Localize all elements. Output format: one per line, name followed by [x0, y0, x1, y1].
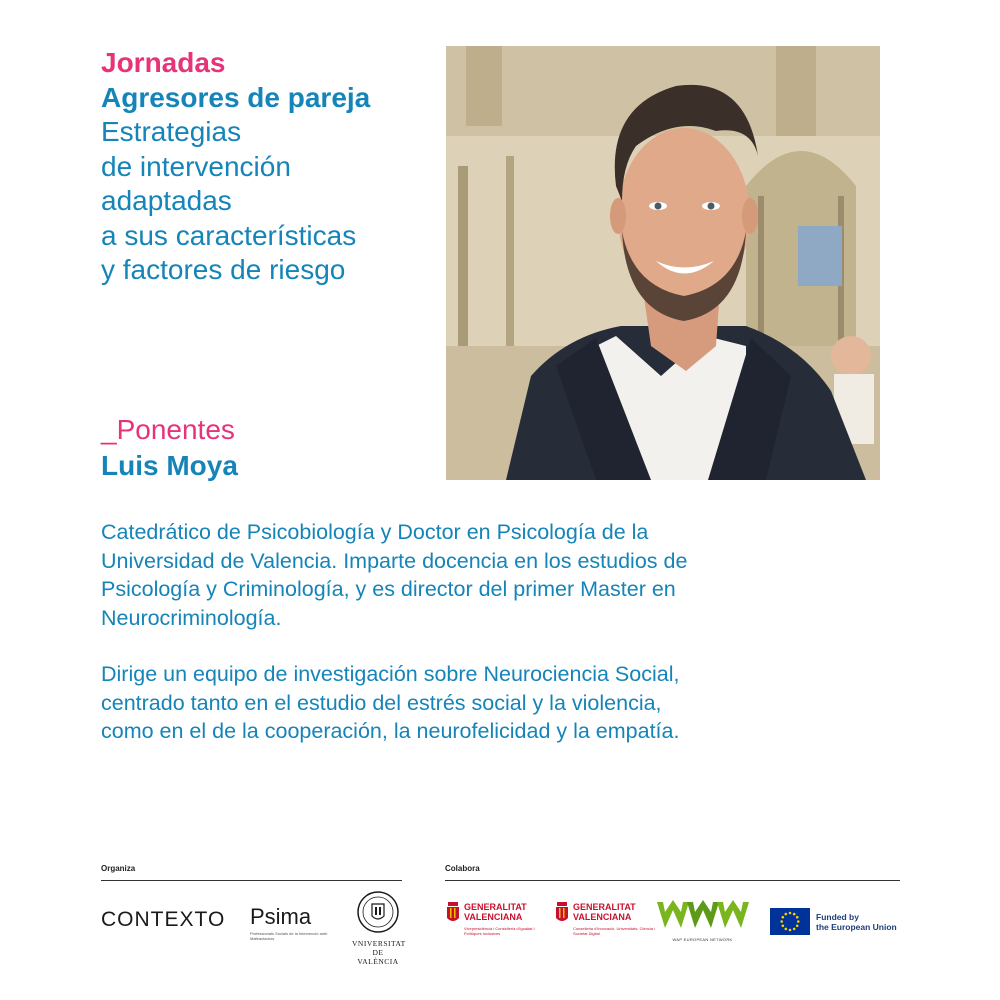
wap-logo: [655, 900, 750, 942]
uv-logo-line2: DE VALÈNCIA: [357, 948, 399, 966]
event-type-title: Jornadas: [101, 47, 226, 78]
event-subtitle-line: Estrategias: [101, 116, 242, 147]
speaker-bio: [101, 518, 871, 746]
speaker-photo: [446, 46, 880, 480]
psima-logo-text: Psima: [250, 904, 312, 929]
bio-line: centrado tanto en el estudio del estrés social y la violencia,: [101, 690, 662, 715]
eu-funded-line2: the European Union: [816, 921, 897, 932]
event-subtitle-line: adaptadas: [101, 185, 232, 216]
wap-logo-subtext: WAP EUROPEAN NETWORK: [672, 937, 733, 942]
gv1-department: Vicepresidència i Conselleria d'Igualtat i Polítiques Inclusives: [464, 926, 535, 936]
event-title-block: [101, 46, 431, 288]
generalitat-logo-innovacio: [555, 902, 655, 936]
bio-line: Neurocriminología.: [101, 605, 282, 630]
speakers-section: [101, 412, 238, 484]
generalitat-logo-igualtat: [446, 902, 546, 936]
bio-line: como en el de la cooperación, la neurofelicidad y la empatía.: [101, 719, 680, 743]
gv2-name-line1: GENERALITAT: [573, 902, 636, 912]
speakers-heading: _Ponentes: [101, 414, 235, 445]
psima-logo-subtext: Professionals Socials de la Intervenció amb Maltractadors: [250, 931, 328, 941]
colabora-label: Colabora: [445, 864, 480, 873]
event-subtitle-line: y factores de riesgo: [101, 254, 346, 285]
uv-logo-line1: VNIVERSITAT: [352, 939, 406, 948]
gv2-department: Conselleria d'Innovació, Universitats, Ciència i Societat Digital: [573, 926, 655, 936]
bio-line: Universidad de Valencia. Imparte docencia en los estudios de: [101, 548, 688, 573]
colabora-divider: [445, 880, 900, 881]
generalitat-crest-icon: [446, 902, 460, 924]
bio-line: Dirige un equipo de investigación sobre Neurociencia Social,: [101, 662, 680, 686]
bio-paragraph-1: [101, 518, 871, 632]
speaker-portrait-icon: [446, 46, 880, 480]
wap-logo-icon: [657, 900, 749, 930]
university-seal-icon: [356, 890, 400, 934]
bio-line: Psicología y Criminología, y es director del primer Master en: [101, 577, 676, 601]
eu-funded-line1: Funded by: [816, 911, 859, 922]
eu-funded-logo: [770, 908, 897, 935]
contexto-logo: CONTEXTO: [101, 908, 226, 931]
event-main-title: Agresores de pareja: [101, 81, 371, 113]
event-subtitle-line: a sus características: [101, 219, 357, 251]
gv1-name-line2: VALENCIANA: [464, 912, 523, 922]
organiza-divider: [101, 880, 402, 881]
gv1-name-line1: GENERALITAT: [464, 902, 527, 912]
gv2-name-line2: VALENCIANA: [573, 912, 632, 922]
bio-paragraph-2: [101, 660, 871, 746]
eu-flag-icon: [770, 908, 810, 935]
bio-line: Catedrático de Psicobiología y Doctor en Psicología de la: [101, 520, 649, 544]
event-subtitle-line: de intervención: [101, 150, 291, 182]
generalitat-crest-icon: [555, 902, 569, 924]
speaker-name: Luis Moya: [101, 450, 238, 481]
universitat-valencia-logo: [352, 890, 404, 966]
organiza-label: Organiza: [101, 864, 136, 873]
psima-logo: [250, 904, 330, 941]
